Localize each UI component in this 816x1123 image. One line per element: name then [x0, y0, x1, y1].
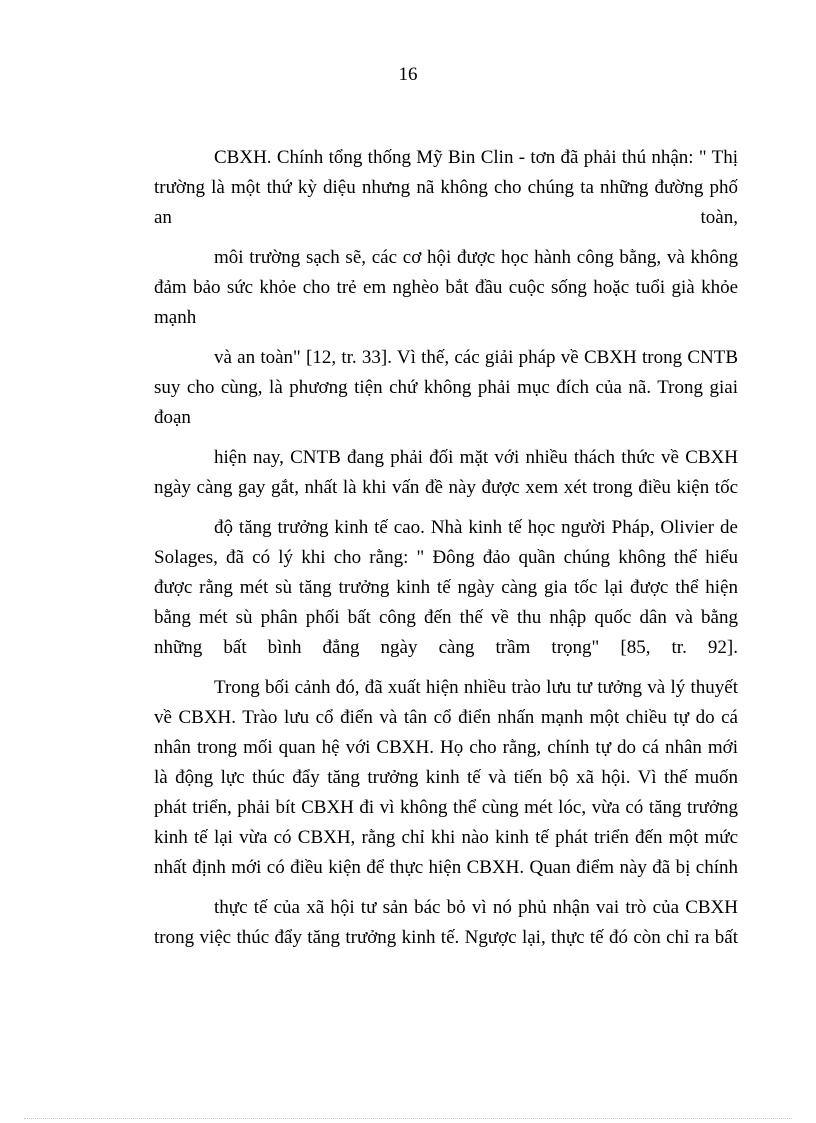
text-line: trong việc thúc đẩy tăng trưởng kinh tế. Ngược lại, thực tế đó còn chỉ ra bất — [154, 927, 738, 948]
text-line: trường là một thứ kỳ diệu nhưng nã không cho chúng ta những đường phố — [154, 177, 738, 198]
text-line: độ tăng trưởng kinh tế cao. Nhà kinh tế học người Pháp, Olivier de — [214, 517, 738, 538]
text-line: môi trường sạch sẽ, các cơ hội được học hành công bằng, và không — [214, 247, 738, 268]
text-line: hiện nay, CNTB đang phải đối mặt với nhiều thách thức về CBXH — [214, 447, 738, 468]
text-line: Trong bối cảnh đó, đã xuất hiện nhiều trào lưu tư tưởng và lý thuyết — [214, 677, 738, 698]
text-line: kinh tế lại vừa có CBXH, rằng chỉ khi nào kinh tế phát triển đến một mức — [154, 827, 738, 848]
text-line: ngày càng gay gắt, nhất là khi vấn đề này được xem xét trong điều kiện tốc — [154, 477, 738, 498]
text-line: an — [154, 207, 172, 228]
text-line: Solages, đã có lý khi cho rằng: " Đông đảo quần chúng không thể hiểu — [154, 547, 738, 568]
text-line: mạnh — [154, 307, 197, 328]
page-bottom-divider — [24, 1118, 792, 1119]
text-line: bằng mét sù phân phối bất công đến thế về thu nhập quốc dân và bằng — [154, 607, 738, 628]
text-line: những bất bình đẳng ngày càng trầm trọng" [85, tr. 92]. — [154, 637, 738, 658]
text-line: đảm bảo sức khỏe cho trẻ em nghèo bắt đầu cuộc sống hoặc tuổi già khỏe — [154, 277, 738, 298]
text-line: CBXH. Chính tổng thống Mỹ Bin Clin - tơn đã phải thú nhận: " Thị — [214, 147, 738, 168]
text-line: thực tế của xã hội tư sản bác bỏ vì nó phủ nhận vai trò của CBXH — [214, 897, 738, 918]
text-line: là động lực thúc đẩy tăng trưởng kinh tế và tiến bộ xã hội. Vì thế muốn — [154, 767, 738, 788]
text-line: đoạn — [154, 407, 191, 428]
text-line: nhất định mới có điều kiện để thực hiện CBXH. Quan điểm này đã bị chính — [154, 857, 738, 878]
text-line: về CBXH. Trào lưu cổ điển và tân cổ điển nhấn mạnh một chiều tự do cá — [154, 707, 738, 728]
text-line: được rằng mét sù tăng trưởng kinh tế ngày càng gia tốc lại được thể hiện — [154, 577, 738, 598]
text-line: toàn, — [700, 207, 738, 228]
page-number: 16 — [398, 64, 418, 85]
text-line: nhân trong mối quan hệ với CBXH. Họ cho rằng, chính tự do cá nhân mới — [154, 737, 738, 758]
text-line: phát triển, phải bít CBXH đi vì không thể cùng mét lóc, vừa có tăng trưởng — [154, 797, 738, 818]
text-line: và an toàn" [12, tr. 33]. Vì thế, các giải pháp về CBXH trong CNTB — [214, 347, 738, 368]
text-line: suy cho cùng, là phương tiện chứ không phải mục đích của nã. Trong giai — [154, 377, 738, 398]
